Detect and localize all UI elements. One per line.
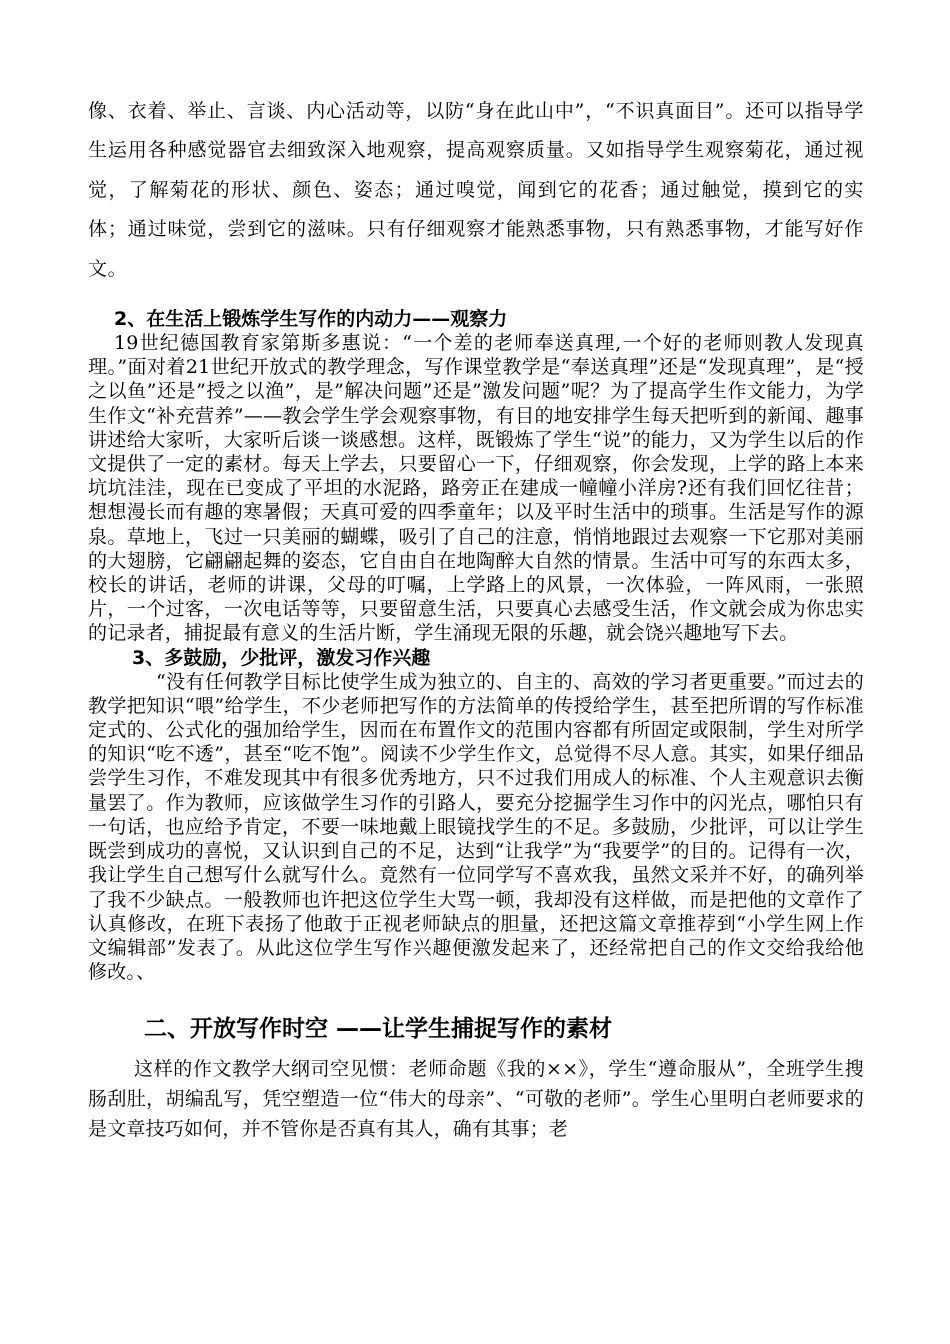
- heading-observation: 2、在生活上锻炼学生写作的内动力——观察力: [114, 308, 508, 331]
- open-writing-paragraph: 这样的作文教学大纲司空见惯：老师命题《我的××》，学生“遵命服从”，全班学生搜肠刮肚，胡编乱写，凭空塑造一位“伟大的母亲”、“可敬的老师”。学生心里明白老师要求的是文章技巧如何，并不管你是否真有其人，确有其事；老: [88, 1058, 864, 1141]
- observation-paragraph: 19世纪德国教育家第斯多惠说：“一个差的老师奉送真理,一个好的老师则教人发现真理。”面对着21世纪开放式的教学理念，写作课堂教学是“奉送真理”还是“发现真理”，是“授之以鱼”还是”授之以渔”，是”解决问题”还是”激发问题”呢？为了提高学生作文能力，为学生作文“补充营养”——教会学生学会观察事物，有目的地安排学生每天把听到的新闻、趣事讲述给大家听，大家听后谈一谈感想。这样，既锻炼了学生“说”的能力，又为学生以后的作文提供了一定的素材。每天上学去，只要留心一下，仔细观察，你会发现，上学的路上本来坑坑洼洼，现在已变成了平坦的水泥路，路旁正在建成一幢幢小洋房?还有我们回忆往昔；想想漫长而有趣的寒暑假；天真可爱的四季童年；以及平时生活中的琐事。生活是写作的源泉。草地上，飞过一只美丽的蝴蝶，吸引了自己的注意，悄悄地跟过去观察一下它那对美丽的大翅膀，它翩翩起舞的姿态，它自由自在地陶醉大自然的情景。生活中可写的东西太多，校长的讲话，老师的讲课，父母的叮嘱，上学路上的风景，一次体验，一阵风雨，一张照片，一个过客，一次电话等等，只要留意生活，只要真心去感受生活，作文就会成为你忠实的记录者，捕捉最有意义的生活片断，学生涌现无限的乐趣，就会饶兴趣地写下去。: [88, 332, 864, 645]
- intro-paragraph: 像、衣着、举止、言谈、内心活动等，以防“身在此山中”，“不识真面目”。还可以指导学生运用各种感觉器官去细致深入地观察，提高观察质量。又如指导学生观察菊花，通过视觉，了解菊花的形状、颜色、姿态；通过嗅觉，闻到它的花香；通过触觉，摸到它的实体；通过味觉，尝到它的滋味。只有仔细观察才能熟悉事物，只有熟悉事物，才能写好作文。: [88, 100, 864, 280]
- section-heading-open-writing: 二、开放写作时空 ——让学生捕捉写作的素材: [144, 1016, 613, 1043]
- encouragement-paragraph: “没有任何教学目标比使学生成为独立的、自主的、高效的学习者更重要。”而过去的教学把知识“喂”给学生，不少老师把写作的方法简单的传授给学生，甚至把所谓的写作标准定式的、公式化的强加给学生，因而在布置作文的范围内容都有所固定或限制，学生对所学的知识“吃不透”，甚至“吃不饱”。阅读不少学生作文，总觉得不尽人意。其实，如果仔细品尝学生习作，不难发现其中有很多优秀地方，只不过我们用成人的标准、个人主观意识去衡量罢了。作为教师，应该做学生习作的引路人，要充分挖掘学生习作中的闪光点，哪怕只有一句话，也应给予肯定，不要一味地戴上眼镜找学生的不足。多鼓励，少批评，可以让学生既尝到成功的喜悦，又认识到自己的不足，达到“让我学”为“我要学”的目的。记得有一次，我让学生自己想写什么就写什么。竟然有一位同学写不喜欢我，虽然文采并不好，的确列举了我不少缺点。一般教师也许把这位学生大骂一顿，我却没有这样做，而是把他的文章作了认真修改，在班下表扬了他敢于正视老师缺点的胆量，还把这篇文章推荐到“小学生网上作文编辑部”发表了。从此这位学生写作兴趣便激发起来了，还经常把自己的作文交给我给他修改。、: [88, 670, 864, 984]
- heading-encouragement: 3、多鼓励，少批评，激发习作兴趣: [132, 646, 431, 669]
- document-page: [88, 92, 864, 1144]
